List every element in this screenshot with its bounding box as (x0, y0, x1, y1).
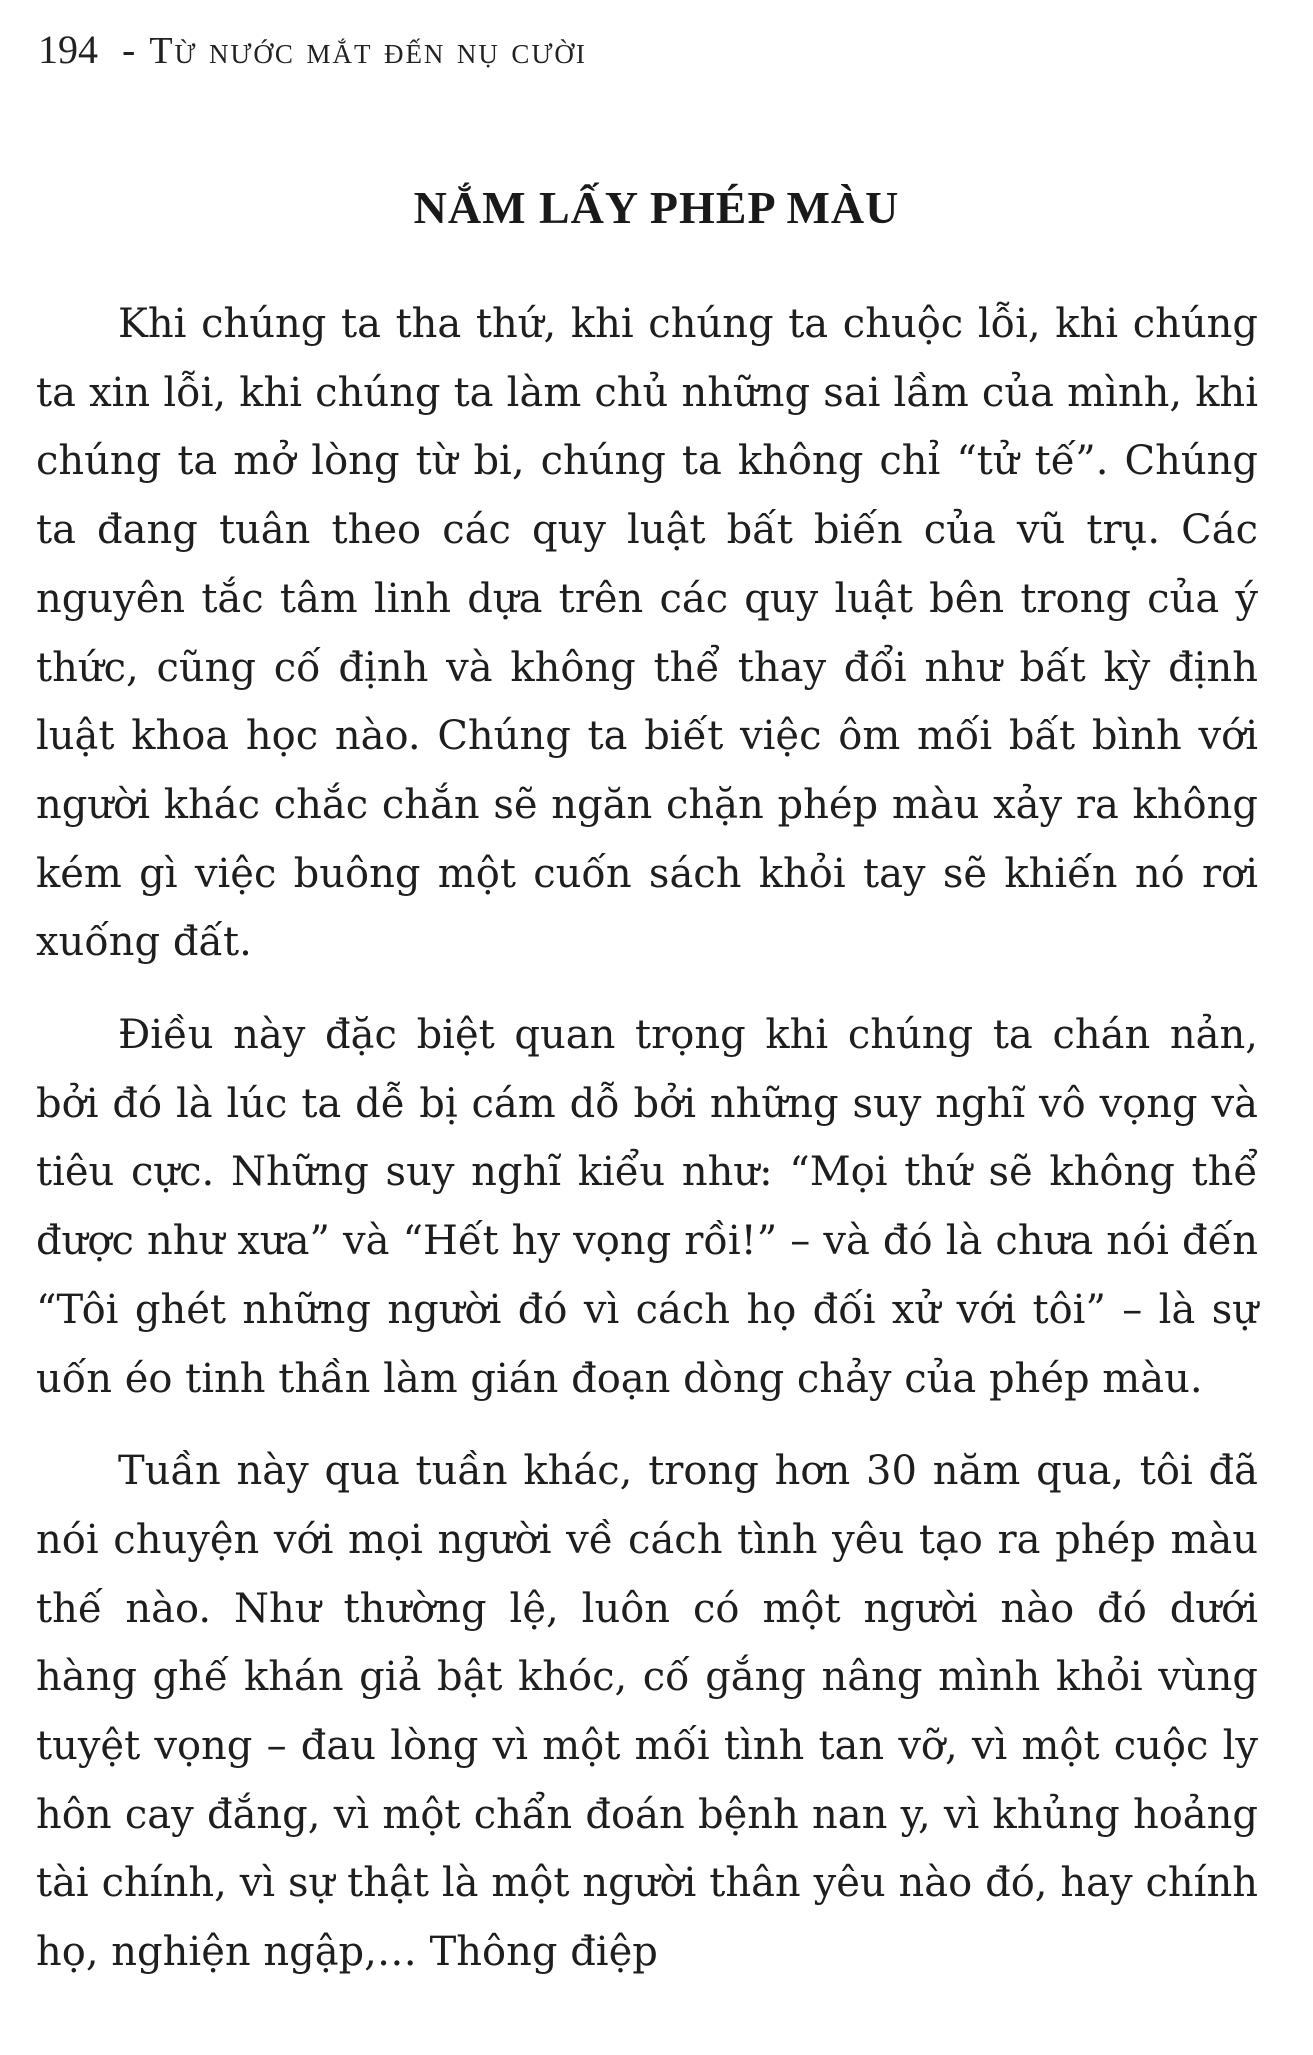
page-number: 194 (38, 27, 98, 72)
book-title: Từ nước mắt đến nụ cười (149, 30, 587, 72)
body-text (36, 290, 1258, 2011)
running-header (38, 22, 587, 79)
chapter-title: NẮM LẤY PHÉP MÀU (413, 182, 900, 233)
header-separator: - (122, 27, 136, 72)
paragraph: Khi chúng ta tha thứ, khi chúng ta chuộc lỗi, khi chúng ta xin lỗi, khi chúng ta làm chủ những sai lầm của mình, khi chúng ta mở lòng từ bi, chúng ta không chỉ “tử tế”. Chúng ta đang tuân theo các quy luật bất biến của vũ trụ. Các nguyên tắc tâm linh dựa trên các quy luật bên trong của ý thức, cũng cố định và không thể thay đổi như bất kỳ định luật khoa học nào. Chúng ta biết việc ôm mối bất bình với người khác chắc chắn sẽ ngăn chặn phép màu xảy ra không kém gì việc buông một cuốn sách khỏi tay sẽ khiến nó rơi xuống đất. (36, 301, 1258, 966)
paragraph: Tuần này qua tuần khác, trong hơn 30 năm qua, tôi đã nói chuyện với mọi người về cách tình yêu tạo ra phép màu thế nào. Như thường lệ, luôn có một người nào đó dưới hàng ghế khán giả bật khóc, cố gắng nâng mình khỏi vùng tuyệt vọng – đau lòng vì một mối tình tan vỡ, vì một cuộc ly hôn cay đắng, vì một chẩn đoán bệnh nan y, vì khủng hoảng tài chính, vì sự thật là một người thân yêu nào đó, hay chính họ, nghiện ngập,… Thông điệp (36, 1448, 1258, 1976)
paragraph: Điều này đặc biệt quan trọng khi chúng ta chán nản, bởi đó là lúc ta dễ bị cám dỗ bởi những suy nghĩ vô vọng và tiêu cực. Những suy nghĩ kiểu như: “Mọi thứ sẽ không thể được như xưa” và “Hết hy vọng rồi!” – và đó là chưa nói đến “Tôi ghét những người đó vì cách họ đối xử với tôi” – là sự uốn éo tinh thần làm gián đoạn dòng chảy của phép màu. (36, 1012, 1258, 1402)
